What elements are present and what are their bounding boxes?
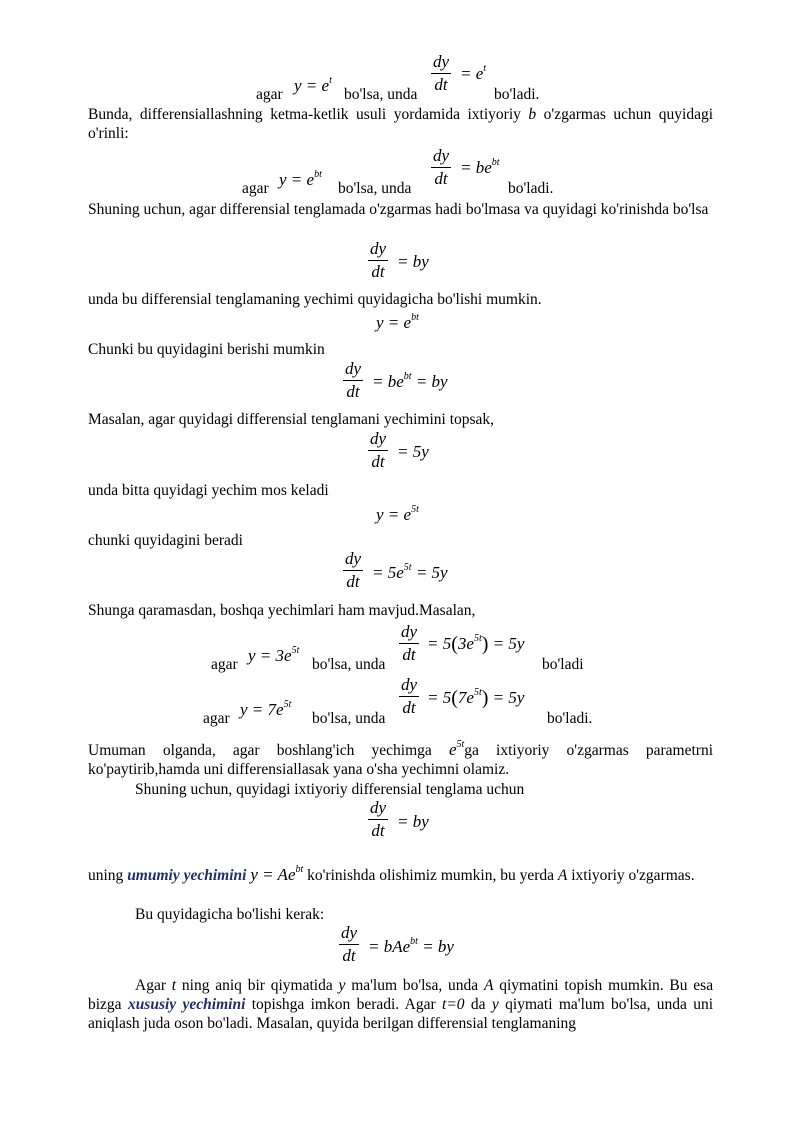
paragraph-5: Masalan, agar quyidagi differensial tenglamani yechimini topsak, (88, 411, 495, 428)
derivative-fraction: dy dt (433, 52, 450, 94)
paragraph-9: Umuman olganda, agar boshlang'ich yechimga $e^{5t}ga$ ixtiyoriy o'zgarmas parametrni ko'paytirib,hamda uni differensiallasak yana o'sha yechimni olamiz. (88, 739, 713, 778)
eq-rhs: = 5y (397, 442, 429, 461)
eq-rhs: = by (397, 812, 429, 831)
derivative-fraction: dy dt (401, 622, 418, 664)
eq-formula: $y = e^{bt}$ (376, 312, 419, 332)
paragraph-4: Chunki bu quyidagini berishi mumkin (88, 341, 325, 358)
boladi-label: bo'ladi. (508, 180, 554, 197)
boladi-label: bo'ladi (542, 656, 584, 673)
derivative-rhs: = $5(3e^{5t}) = 5y$ (427, 633, 525, 655)
derivative-fraction: dy dt (433, 146, 450, 188)
derivative-rhs: = $e^t$ (460, 63, 487, 83)
paragraph-2: Shuning uchun, agar differensial tenglamada o'zgarmas hadi bo'lmasa va quyidagi ko'rinishda bo'lsa (88, 201, 709, 218)
paragraph-3: unda bu differensial tenglamaning yechimi quyidagicha bo'lishi mumkin. (88, 291, 542, 308)
boladi-label: bo'ladi. (494, 86, 540, 103)
paragraph-13: Agar t ning aniq bir qiymatida y ma'lum bo'lsa, unda A qiymatini topish mumkin. Bu esa bizga xususiy yechimini topishga imkon beradi. Agar t=0 da y qiymati ma'lum bo'lsa, unda uni aniqlash juda oson bo'ladi. Masalan, quyida berilgan differensial tenglamaning (88, 977, 714, 1032)
derivative-fraction: dy dt (401, 675, 418, 717)
eq-rhs: = bAe$^{bt}$ = by (368, 936, 454, 956)
condition-formula: $y = 7e^{5t}$ (240, 699, 292, 719)
unda-label: bo'lsa, unda (312, 710, 386, 727)
paragraph-8: Shunga qaramasdan, boshqa yechimlari ham mavjud.Masalan, (88, 602, 476, 619)
paragraph-12: Bu quyidagicha bo'lishi kerak: (135, 906, 325, 923)
unda-label: bo'lsa, unda (344, 86, 418, 103)
paragraph-10: Shuning uchun, quyidagi ixtiyoriy differensial tenglama uchun (135, 781, 525, 798)
boladi-label: bo'ladi. (547, 710, 593, 727)
agar-label: agar (256, 86, 283, 103)
eq-rhs: = $be^{bt}$ = by (372, 371, 448, 391)
paragraph-6: unda bitta quyidagi yechim mos keladi (88, 482, 329, 499)
derivative-rhs: = $5(7e^{5t}) = 5y$ (427, 687, 525, 709)
agar-label: agar (242, 180, 269, 197)
paragraph-1: Bunda, differensiallashning ketma-ketlik usuli yordamida ixtiyoriy b o'zgarmas uchun quyidagi o'rinli: (88, 106, 714, 142)
paragraph-11: uning umumiy yechimini $y = Ae^{bt}$ ko'rinishda olishimiz mumkin, bu yerda A ixtiyoriy o'zgarmas. (88, 864, 695, 884)
eq-rhs: = by (397, 252, 429, 271)
eq-fraction: dy dt (370, 429, 387, 471)
unda-label: bo'lsa, unda (338, 180, 412, 197)
eq-fraction: dy dt (345, 359, 362, 401)
eq-rhs: = $5e^{5t} = 5y$ (372, 562, 448, 582)
eq-fraction: dy dt (345, 549, 362, 591)
condition-formula: $y = e^t$ (294, 75, 332, 95)
paragraph-7: chunki quyidagini beradi (88, 532, 243, 549)
agar-label: agar (211, 656, 238, 673)
eq-fraction: dy dt (370, 239, 387, 281)
condition-formula: $y = 3e^{5t}$ (248, 645, 300, 665)
eq-formula: $y = e^{5t}$ (376, 504, 419, 524)
derivative-rhs: = $be^{bt}$ (460, 157, 500, 177)
eq-fraction: dy dt (341, 923, 358, 965)
eq-fraction: dy dt (370, 798, 387, 840)
unda-label: bo'lsa, unda (312, 656, 386, 673)
agar-label: agar (203, 710, 230, 727)
condition-formula: $y = e^{bt}$ (279, 169, 322, 189)
